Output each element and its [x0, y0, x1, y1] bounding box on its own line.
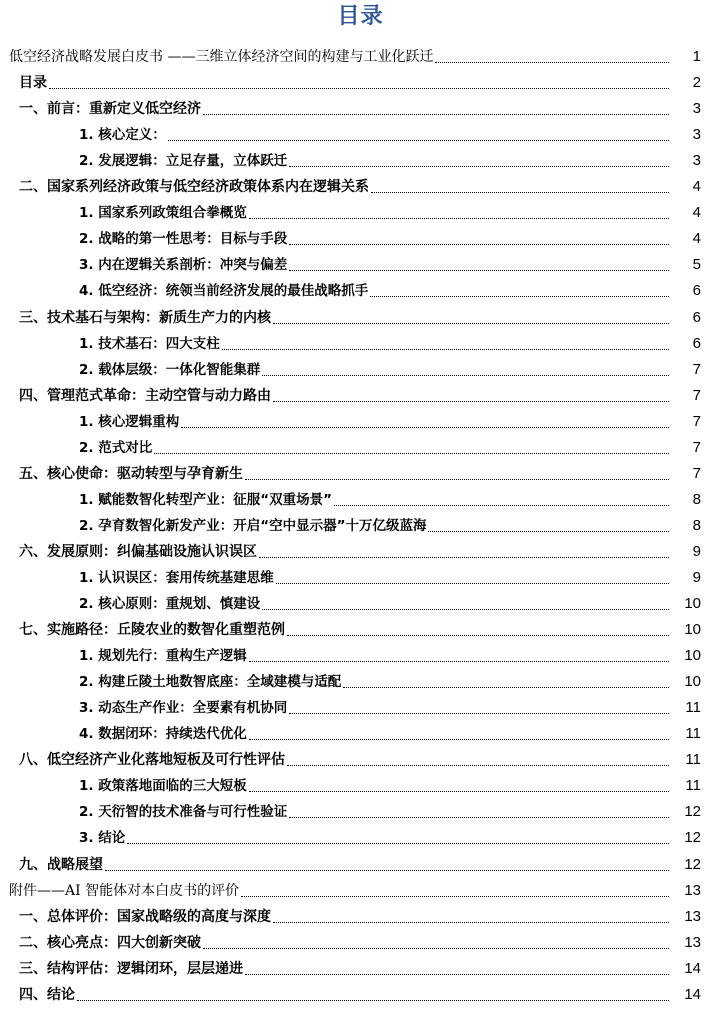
toc-page-number[interactable]: 10: [684, 647, 701, 665]
toc-entry[interactable]: [0, 407, 721, 433]
toc-entry-text[interactable]: 1. 国家系列政策组合拳概览: [79, 205, 247, 222]
dot-leader: [273, 401, 669, 402]
dot-leader: [203, 114, 669, 115]
dot-leader: [154, 453, 669, 454]
dot-leader: [249, 791, 669, 792]
toc-entry[interactable]: [0, 771, 721, 797]
toc-entry-text[interactable]: 2. 战略的第一性思考：目标与手段: [79, 231, 288, 248]
toc-page-number[interactable]: 7: [692, 386, 701, 404]
toc-entry-text[interactable]: 八、低空经济产业化落地短板及可行性评估: [19, 752, 285, 769]
toc-entry-text[interactable]: 一、总体评价：国家战略级的高度与深度: [19, 908, 271, 925]
toc-page-number[interactable]: 3: [692, 126, 701, 144]
toc-page-number[interactable]: 7: [692, 438, 701, 456]
toc-entry[interactable]: [0, 42, 721, 68]
toc-entry-text[interactable]: 九、战略展望: [19, 856, 103, 873]
toc-title: 目录: [337, 4, 384, 29]
toc-entry-text[interactable]: 1. 赋能数智化转型产业：征服“双重场景”: [79, 491, 332, 508]
dot-leader: [276, 583, 669, 584]
dot-leader: [49, 88, 669, 89]
toc-entry[interactable]: [0, 823, 721, 849]
toc-entry[interactable]: [0, 94, 721, 120]
toc-entry-text[interactable]: 1. 技术基石：四大支柱: [79, 335, 220, 352]
toc-page-number[interactable]: 5: [692, 256, 701, 274]
toc-page-number[interactable]: 10: [684, 621, 701, 639]
toc-entry[interactable]: [0, 928, 721, 954]
toc-entry[interactable]: [0, 68, 721, 94]
dot-leader: [181, 427, 669, 428]
toc-entry[interactable]: [0, 276, 721, 302]
toc-entry[interactable]: [0, 876, 721, 902]
toc-entry-text[interactable]: 四、结论: [19, 986, 75, 1003]
toc-entry-text[interactable]: 3. 结论: [79, 830, 126, 847]
dot-leader: [273, 323, 669, 324]
toc-entry-text[interactable]: 1. 政策落地面临的三大短板: [79, 778, 247, 795]
dot-leader: [241, 896, 669, 897]
toc-page-number[interactable]: 8: [692, 516, 701, 534]
toc-entry[interactable]: [0, 146, 721, 172]
dot-leader: [105, 870, 669, 871]
toc-entry[interactable]: [0, 433, 721, 459]
toc-page-number[interactable]: 6: [692, 308, 701, 326]
toc-page-number[interactable]: 7: [692, 464, 701, 482]
toc-entry[interactable]: [0, 589, 721, 615]
toc-entry[interactable]: [0, 693, 721, 719]
toc-entry[interactable]: [0, 250, 721, 276]
dot-leader: [371, 192, 669, 193]
toc-entry[interactable]: [0, 355, 721, 381]
dot-leader: [245, 479, 669, 480]
toc-page-number[interactable]: 14: [684, 959, 701, 977]
toc-entry[interactable]: [0, 224, 721, 250]
toc-entry[interactable]: [0, 980, 721, 1006]
dot-leader: [289, 244, 669, 245]
toc-page-number[interactable]: 7: [692, 360, 701, 378]
dot-leader: [287, 765, 669, 766]
toc-page-number[interactable]: 13: [684, 907, 701, 925]
toc-entry-text[interactable]: 1. 核心逻辑重构: [79, 413, 180, 430]
toc-entry-text[interactable]: 1. 核心定义：: [79, 127, 166, 144]
dot-leader: [168, 140, 669, 141]
toc-entry[interactable]: [0, 459, 721, 485]
table-of-contents: [0, 42, 721, 1006]
toc-page-number[interactable]: 6: [692, 282, 701, 300]
toc-entry-text[interactable]: 3. 动态生产作业：全要素有机协同: [79, 700, 288, 717]
dot-leader: [273, 922, 669, 923]
toc-entry-text[interactable]: 二、核心亮点：四大创新突破: [19, 934, 201, 951]
dot-leader: [289, 270, 669, 271]
toc-page-number[interactable]: 13: [684, 881, 701, 899]
toc-page-number[interactable]: 8: [692, 490, 701, 508]
dot-leader: [262, 609, 669, 610]
toc-entry-text[interactable]: 目录: [19, 75, 47, 92]
dot-leader: [249, 218, 669, 219]
toc-entry[interactable]: [0, 902, 721, 928]
dot-leader: [289, 817, 669, 818]
toc-entry-text[interactable]: 三、结构评估：逻辑闭环，层层递进: [19, 960, 243, 977]
dot-leader: [289, 713, 669, 714]
toc-entry[interactable]: [0, 667, 721, 693]
toc-entry[interactable]: [0, 954, 721, 980]
toc-entry[interactable]: [0, 615, 721, 641]
toc-page-number[interactable]: 3: [692, 152, 701, 170]
dot-leader: [428, 531, 669, 532]
toc-page-number[interactable]: 10: [684, 673, 701, 691]
toc-entry[interactable]: [0, 719, 721, 745]
toc-entry[interactable]: [0, 198, 721, 224]
dot-leader: [203, 948, 669, 949]
dot-leader: [222, 349, 669, 350]
toc-entry-text[interactable]: 2. 核心原则：重规划、慎建设: [79, 596, 261, 613]
dot-leader: [259, 557, 669, 558]
toc-entry-text[interactable]: 2. 载体层级：一体化智能集群: [79, 361, 261, 378]
toc-page-number[interactable]: 7: [692, 412, 701, 430]
toc-page-number[interactable]: 4: [692, 178, 701, 196]
toc-page-number[interactable]: 3: [692, 100, 701, 118]
toc-page-number[interactable]: 1: [692, 48, 701, 66]
toc-page-number[interactable]: 9: [692, 542, 701, 560]
toc-page-number[interactable]: 4: [692, 204, 701, 222]
toc-entry[interactable]: [0, 641, 721, 667]
toc-entry-text[interactable]: 3. 内在逻辑关系剖析：冲突与偏差: [79, 257, 288, 274]
dot-leader: [245, 974, 669, 975]
toc-page-number[interactable]: 11: [685, 699, 701, 717]
toc-page-number[interactable]: 10: [684, 595, 701, 613]
toc-page-number[interactable]: 14: [684, 985, 701, 1003]
dot-leader: [249, 661, 669, 662]
toc-page-number[interactable]: 11: [685, 725, 701, 743]
dot-leader: [262, 375, 669, 376]
toc-entry-text[interactable]: 附件——AI 智能体对本白皮书的评价: [9, 882, 240, 899]
toc-entry[interactable]: [0, 537, 721, 563]
toc-entry-text[interactable]: 4. 低空经济：统领当前经济发展的最佳战略抓手: [79, 283, 369, 300]
dot-leader: [370, 296, 669, 297]
toc-entry-text[interactable]: 五、核心使命：驱动转型与孕育新生: [19, 465, 243, 482]
toc-page-number[interactable]: 11: [685, 777, 701, 795]
toc-entry-text[interactable]: 低空经济战略发展白皮书 ——三维立体经济空间的构建与工业化跃迁: [9, 49, 434, 66]
toc-page-number[interactable]: 11: [685, 751, 701, 769]
dot-leader: [77, 1000, 669, 1001]
toc-page-number[interactable]: 4: [692, 230, 701, 248]
toc-entry-text[interactable]: 四、管理范式革命：主动空管与动力路由: [19, 387, 271, 404]
dot-leader: [289, 166, 669, 167]
toc-entry-text[interactable]: 六、发展原则：纠偏基础设施认识误区: [19, 543, 257, 560]
toc-entry[interactable]: [0, 797, 721, 823]
toc-entry-text[interactable]: 2. 发展逻辑：立足存量，立体跃迁: [79, 153, 288, 170]
toc-page-number[interactable]: 6: [692, 334, 701, 352]
toc-page-number[interactable]: 2: [692, 74, 701, 92]
toc-entry[interactable]: [0, 381, 721, 407]
toc-entry-text[interactable]: 2. 范式对比: [79, 439, 153, 456]
dot-leader: [435, 62, 669, 63]
toc-entry[interactable]: [0, 563, 721, 589]
toc-page-number[interactable]: 12: [684, 829, 701, 847]
toc-entry[interactable]: [0, 745, 721, 771]
toc-entry[interactable]: [0, 302, 721, 328]
toc-entry-text[interactable]: 1. 规划先行：重构生产逻辑: [79, 648, 247, 665]
toc-entry-text[interactable]: 1. 认识误区：套用传统基建思维: [79, 569, 274, 586]
dot-leader: [127, 843, 669, 844]
toc-page-number[interactable]: 12: [684, 803, 701, 821]
toc-entry-text[interactable]: 三、技术基石与架构：新质生产力的内核: [19, 309, 271, 326]
toc-page-number[interactable]: 13: [684, 933, 701, 951]
dot-leader: [287, 635, 669, 636]
dot-leader: [334, 505, 669, 506]
toc-entry[interactable]: [0, 485, 721, 511]
toc-entry-text[interactable]: 2. 天衍智的技术准备与可行性验证: [79, 804, 288, 821]
toc-entry[interactable]: [0, 329, 721, 355]
toc-entry[interactable]: [0, 849, 721, 875]
toc-entry-text[interactable]: 二、国家系列经济政策与低空经济政策体系内在逻辑关系: [19, 179, 369, 196]
toc-entry[interactable]: [0, 172, 721, 198]
dot-leader: [343, 687, 669, 688]
toc-page-number[interactable]: 12: [684, 855, 701, 873]
toc-entry-text[interactable]: 一、前言：重新定义低空经济: [19, 101, 201, 118]
toc-entry-text[interactable]: 4. 数据闭环：持续迭代优化: [79, 726, 247, 743]
toc-entry[interactable]: [0, 511, 721, 537]
toc-entry-text[interactable]: 2. 孕育数智化新发产业：开启“空中显示器”十万亿级蓝海: [79, 517, 427, 534]
toc-page-number[interactable]: 9: [692, 568, 701, 586]
toc-entry[interactable]: [0, 120, 721, 146]
dot-leader: [249, 739, 669, 740]
toc-entry-text[interactable]: 七、实施路径：丘陵农业的数智化重塑范例: [19, 622, 285, 639]
toc-entry-text[interactable]: 2. 构建丘陵土地数智底座：全域建模与适配: [79, 674, 342, 691]
